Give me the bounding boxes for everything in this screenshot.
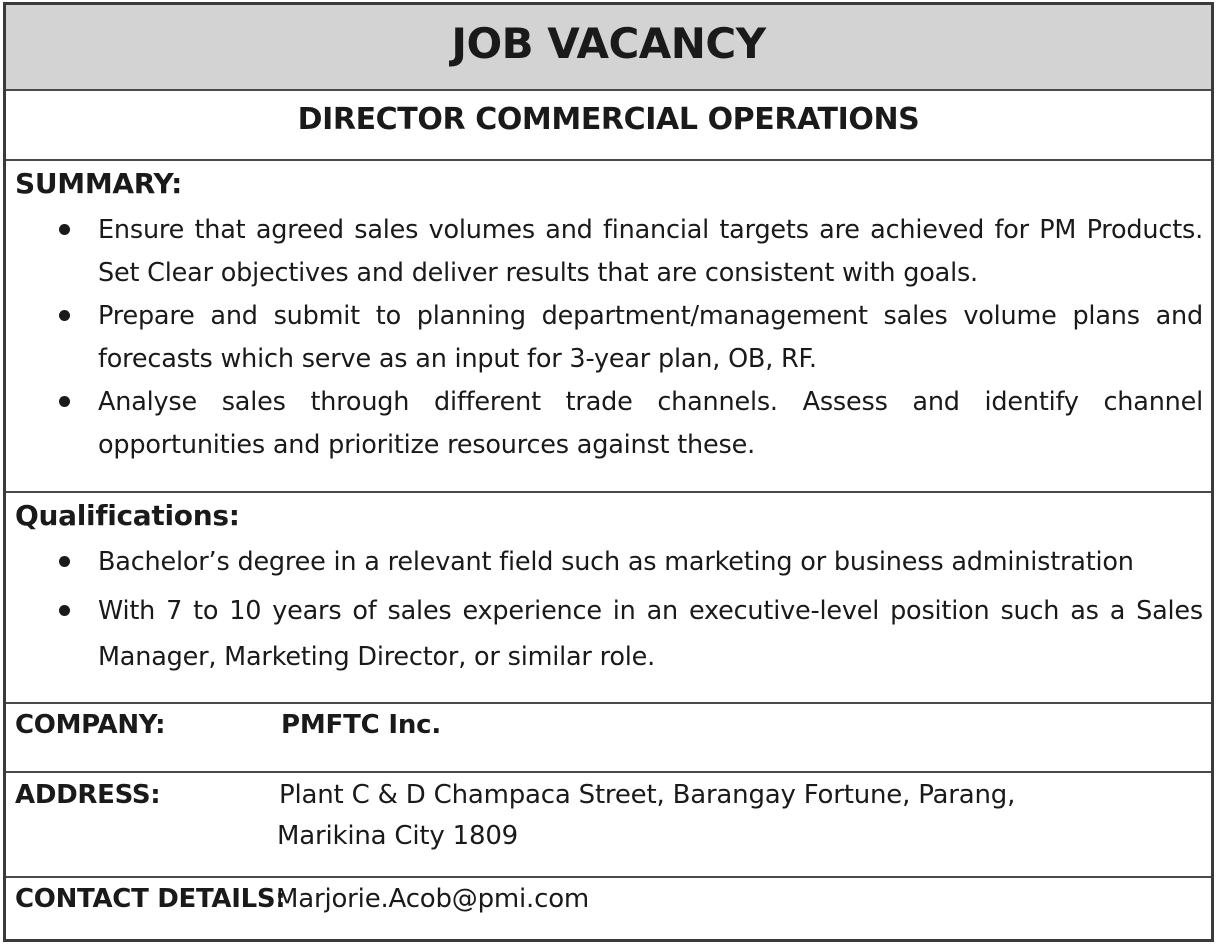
position-title: DIRECTOR COMMERCIAL OPERATIONS: [297, 102, 920, 137]
summary-heading: SUMMARY:: [15, 167, 182, 200]
bullet-icon: [59, 224, 70, 235]
qualification-item: [6, 541, 1203, 584]
qualification-item-text: With 7 to 10 years of sales experience in an executive-level position such as a Sales Manager, Marketing Director, or similar role.: [98, 596, 1203, 672]
divider: [6, 491, 1211, 493]
bullet-icon: [59, 556, 70, 567]
contact-label: CONTACT DETAILS:: [15, 884, 286, 914]
qualification-item-text: Bachelor’s degree in a relevant field such as marketing or business administration: [98, 547, 1134, 577]
address-line-2: Marikina City 1809: [277, 821, 519, 851]
address-label: ADDRESS:: [15, 780, 161, 810]
qualification-item: [6, 588, 1203, 680]
summary-item: [6, 381, 1203, 467]
position-row: [6, 93, 1211, 161]
summary-item: [6, 295, 1203, 381]
address-line-1: Plant C & D Champaca Street, Barangay Fortune, Parang,: [279, 780, 1016, 810]
company-label: COMPANY:: [15, 710, 166, 740]
job-vacancy-notice: [3, 2, 1214, 942]
qualifications-list: [6, 541, 1203, 680]
contact-email[interactable]: Marjorie.Acob@pmi.com: [276, 884, 590, 914]
divider: [6, 89, 1211, 91]
divider: [6, 702, 1211, 704]
summary-item-text: Analyse sales through different trade channels. Assess and identify channel opportunities and prioritize resources against these.: [98, 387, 1203, 460]
divider: [6, 771, 1211, 773]
summary-list: [6, 209, 1203, 467]
summary-item-text: Ensure that agreed sales volumes and financial targets are achieved for PM Products. Set Clear objectives and deliver results that are consistent with goals.: [98, 215, 1203, 288]
bullet-icon: [59, 396, 70, 407]
divider: [6, 876, 1211, 878]
title-band: [6, 5, 1211, 91]
summary-item-text: Prepare and submit to planning department/management sales volume plans and forecasts which serve as an input for 3-year plan, OB, RF.: [98, 301, 1203, 374]
notice-title: JOB VACANCY: [451, 19, 766, 68]
qualifications-heading: Qualifications:: [15, 499, 240, 532]
divider: [6, 159, 1211, 161]
company-name: PMFTC Inc.: [281, 710, 442, 740]
summary-item: [6, 209, 1203, 295]
bullet-icon: [59, 605, 70, 616]
bullet-icon: [59, 310, 70, 321]
